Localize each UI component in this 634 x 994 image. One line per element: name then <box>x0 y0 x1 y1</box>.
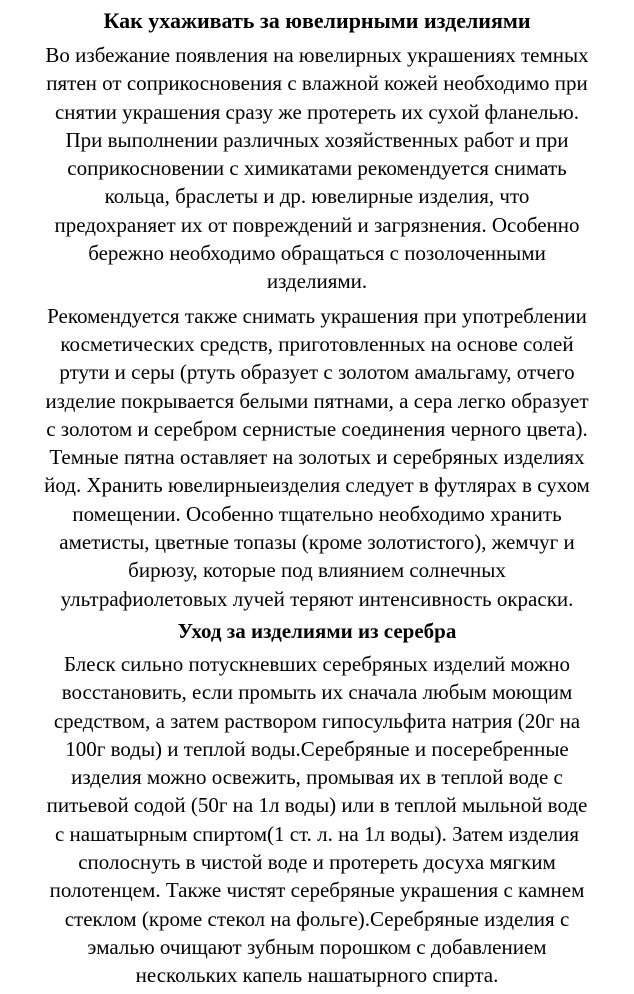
text-line: ртути и серы (ртуть образует с золотом амальгаму, отчего <box>59 360 575 385</box>
text-line: 100г воды) и теплой воды.Серебряные и посеребренные <box>65 736 569 761</box>
text-line: стеклом (кроме стекол на фольге).Серебряные изделия с <box>64 906 570 931</box>
text-line: нескольких капель нашатырного спирта. <box>135 963 499 988</box>
text-line: средством, а затем раствором гипосульфита натрия (20г на <box>53 708 581 733</box>
text-line: бережно необходимо обращаться с позолоченными <box>88 241 546 266</box>
text-line: ультрафиолетовых лучей теряют интенсивность окраски. <box>60 586 574 611</box>
text-line: предохраняет их от повреждений и загрязнения. Особенно <box>54 212 580 237</box>
section-jewelry-care <box>0 41 634 613</box>
text-line: сполоснуть в чистой воде и протереть досуха мягким <box>78 850 556 875</box>
section-heading-silver: Уход за изделиями из серебра <box>177 618 457 643</box>
text-line: снятии украшения сразу же протереть их сухой фланелью. <box>54 99 579 124</box>
text-line: изделия можно освежить, промывая их в теплой воде с <box>71 765 563 790</box>
text-line: помещении. Особенно тщательно необходимо хранить <box>72 501 562 526</box>
paragraph-avoid-stains <box>0 41 634 296</box>
text-line: эмалью очищают зубным порошком с добавлением <box>87 934 547 959</box>
text-line: изделие покрывается белыми пятнами, а сера легко образует <box>45 388 589 413</box>
text-line: аметисты, цветные топазы (кроме золотистого), жемчуг и <box>59 530 575 555</box>
text-line: бирюзу, которые под влиянием солнечных <box>128 558 506 583</box>
text-line: восстановить, если промыть их сначала любым моющим <box>61 680 573 705</box>
text-line: Во избежание появления на ювелирных украшениях темных <box>45 43 589 67</box>
text-line: питьевой содой (50г на 1л воды) или в теплой мыльной воде <box>46 793 588 818</box>
text-line: изделиями. <box>266 269 368 294</box>
text-line: Блеск сильно потускневших серебряных изделий можно <box>63 651 571 676</box>
text-line: При выполнении различных хозяйственных работ и при <box>65 127 569 152</box>
text-line: полотенцем. Также чистят серебряные украшения с камнем <box>49 878 585 903</box>
text-line: пятен от соприкосновения с влажной кожей необходимо при <box>46 71 588 96</box>
paragraph-silver-cleaning <box>0 650 634 990</box>
text-line: Рекомендуется также снимать украшения при употреблении <box>47 303 587 328</box>
text-line: косметических средств, приготовленных на основе солей <box>60 331 574 356</box>
text-line: кольца, браслеты и др. ювелирные изделия, что <box>104 184 530 209</box>
text-line: с нашатырным спиртом(1 ст. л. на 1л воды). Затем изделия <box>54 821 580 846</box>
section-silver-care <box>0 650 634 990</box>
document-title: Как ухаживать за ювелирными изделиями <box>103 8 531 33</box>
text-line: с золотом и серебром сернистые соединения черного цвета). <box>46 416 588 441</box>
text-line: Темные пятна оставляет на золотых и серебряных изделиях <box>49 445 585 470</box>
paragraph-cosmetics-storage <box>0 302 634 613</box>
text-line: йод. Хранить ювелирныеизделия следует в футлярах в сухом <box>44 473 590 498</box>
text-line: соприкосновении с химикатами рекомендуется снимать <box>67 156 567 181</box>
